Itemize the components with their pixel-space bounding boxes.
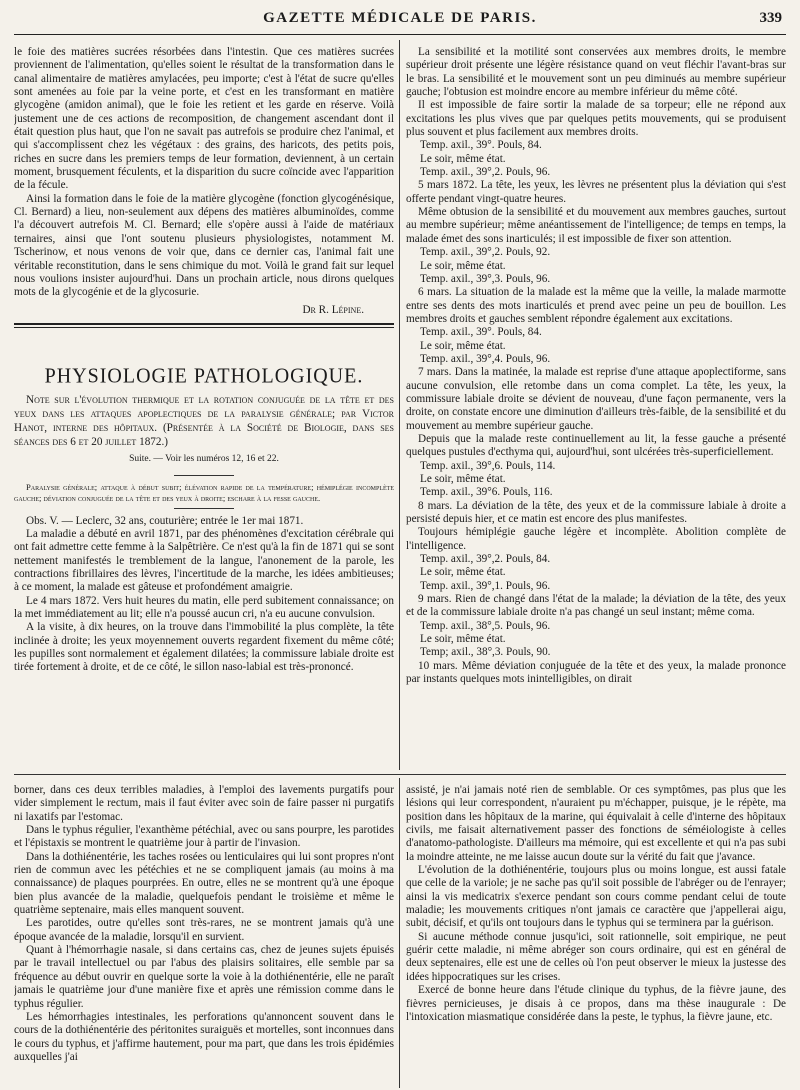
vitals-line: Temp. axil., 39°,3. Pouls, 96. <box>420 272 551 285</box>
observation-paragraph: 5 mars 1872. La tête, les yeux, les lèvres ne présentent plus la déviation qui s'est offerte pendant vingt-quatre heures. <box>406 179 786 205</box>
observation-paragraph: Depuis que la malade reste continuellement au lit, la fesse gauche a présenté quelques pustules d'ecthyma qui, aujourd'hui, sont ulcérées très-superficiellement. <box>406 432 786 459</box>
short-divider <box>174 508 234 509</box>
article-paragraph: assisté, je n'ai jamais noté rien de semblable. Or ces symptômes, pas plus que les lésions qui leur correspondent, n'auraient pu m'échapper, puisque, je le répète, ma position dans les hôpitaux de la marine, qui équivalait à celle d'interne des hôpitaux civils, me faisait alternativement passer des fonctions de séméiologiste à celles d'anatomo-pathologiste. D'ailleurs ma mémoire, qui est excellente et qui n'a pas subi la moindre atteinte, ne me laisse aucun doute sur la vérité du fait que j'avance. <box>406 784 786 863</box>
article-paragraph: Les parotides, outre qu'elles sont très-rares, ne se montrent jamais qu'à une époque avancée de la maladie, lorsqu'il en survient. <box>14 917 394 943</box>
case-paragraph: Obs. V. — Leclerc, 32 ans, couturière; entrée le 1er mai 1871. <box>26 514 304 527</box>
observation-paragraph: 7 mars. Dans la matinée, la malade est reprise d'une attaque apoplectiforme, sans aucune convulsion, elle retombe dans un coma complet. La tête, les yeux, la commissure labiale droite se dévient de nouveau, d'une façon permanente, vers la droite, on constate encore une diminution d'ailleurs très-faible, de la sensibilité et du mouvement au membre supérieur gauche. <box>406 366 786 432</box>
case-paragraph: La maladie a débuté en avril 1871, par des phénomènes d'excitation cérébrale qui ont fait admettre cette femme à la Salpêtrière. Ce n'est qu'à la fin de 1871 qui se sont nettement manifestés le tremblement de la langue, l'anonement de la parole, les contractions fibrillaires des lèvres, l'incertitude de la marche, les idées ambitieuses; à ce moment, la malade est gâteuse et profondément amaigrie. <box>14 528 394 594</box>
observation-paragraph: 9 mars. Rien de changé dans l'état de la malade; la déviation de la tête, des yeux et de la commissure labiale droite n'a pas changé un seul instant; même coma. <box>406 593 786 619</box>
vitals-line: Le soir, même état. <box>420 259 506 272</box>
vitals-line: Le soir, même état. <box>420 633 506 646</box>
vitals-line: Temp. axil., 39°,1. Pouls, 96. <box>420 579 551 592</box>
case-paragraph: A la visite, à dix heures, on la trouve dans l'immobilité la plus complète, la tête inclinée à droite; les yeux moyennement ouverts regardent fixement du même côté; les pupilles sont normalement et également dilatées; la commissure labiale droite est tirée fortement à droite, et de ce côté, le sillon naso-labial est très-prononcé. <box>14 621 394 674</box>
vitals-line: Le soir, même état. <box>420 152 506 165</box>
case-summary: Paralysie générale; attaque à début subit; élévation rapide de la température; hémiplégie incomplète gauche; déviation conjuguée de la tête et des yeux à droite; eschare à la fesse gauche. <box>14 481 394 503</box>
article-paragraph: Exercé de bonne heure dans l'étude clinique du typhus, de la fièvre jaune, des fièvres pernicieuses, je disais à ce propos, dans ma thèse inaugurale : De l'intoxication miasmatique considérée dans la peste, le typhus, la fièvre jaune, etc. <box>406 984 786 1023</box>
article-paragraph: Quant à l'hémorrhagie nasale, si dans certains cas, chez de jeunes sujets épuisés par le travail intellectuel ou par l'abus des plaisirs solitaires, elle semble par sa fréquence au début ouvrir en quelque sorte la voie à la dothiénentérie, elle ne paraît jamais le quatrième jour d'une manière fixe et après une rémission comme dans le typhus régulier. <box>14 944 394 1010</box>
vitals-line: Le soir, même état. <box>420 339 506 352</box>
article-paragraph: Les hémorrhagies intestinales, les perforations qu'annoncent souvent dans le cours de la dothiénentérie des péritonites suraiguës et mortelles, sont inconnues dans le cours du typhus, et j'affirme hautement, pour ma part, que dans les trois épidémies auxquelles j'ai <box>14 1010 394 1063</box>
observation-paragraph: 6 mars. La situation de la malade est la même que la veille, la malade marmotte entre ses dents des mots inarticulés et prend avec peine un peu de bouillon. Les membres droits et gauches semblent répondre également aux excitations. <box>406 286 786 325</box>
journal-title: GAZETTE MÉDICALE DE PARIS. <box>263 10 537 26</box>
page-header <box>14 8 786 35</box>
author-signature: Dr R. Lépine. <box>302 303 364 316</box>
article-physiologie-pathologique <box>14 366 394 768</box>
section-heading: PHYSIOLOGIE PATHOLOGIQUE. <box>44 366 364 388</box>
article-typhus-right <box>406 784 786 1086</box>
observation-paragraph: Il est impossible de faire sortir la malade de sa torpeur; elle ne répond aux excitations les plus vives que par quelques petits mouvements, qui se produisent plus souvent et plus facilement aux membres droits. <box>406 99 786 139</box>
short-divider <box>174 475 234 476</box>
article-paragraph: Si aucune méthode connue jusqu'ici, soit rationnelle, soit empirique, ne peut guérir cette maladie, ni même abréger son cours ordinaire, qui est en général de deux septenaires, elle est une de celles où l'on peut observer le mieux la justesse des idées hippocratiques sur les crises. <box>406 930 786 983</box>
series-continuation-note: Suite. — Voir les numéros 12, 16 et 22. <box>129 454 279 465</box>
column-divider-bottom <box>399 778 400 1088</box>
vitals-line: Le soir, même état. <box>420 473 506 485</box>
article-paragraph: Dans la dothiénentérie, les taches rosées ou lenticulaires qui lui sont propres n'ont rien de commun avec les pétéchies et ne se compliquent jamais (au moins à ma connaissance) de plaques pourprées. En outre, elles ne se montrent qu'à une époque bien plus avancée de la maladie, quelquefois pendant le troisième et même le quatrième septenaire, mais elles manquent souvent. <box>14 850 394 917</box>
article-separator <box>14 323 394 328</box>
vitals-line: Temp. axil., 39°. Pouls, 84. <box>420 139 542 152</box>
vitals-line: Le soir, même état. <box>420 566 506 579</box>
section-divider <box>14 774 786 775</box>
vitals-line: Temp. axil., 39°,6. Pouls, 114. <box>420 459 556 472</box>
article-note-title: Note sur l'évolution thermique et la rotation conjuguée de la tête et des yeux dans les attaques apoplectiques de la paralysie générale; par Victor Hanot, interne des hôpitaux. (Présentée à la Société de Biologie, dans ses séances des 6 et 20 juillet 1872.) <box>14 394 394 449</box>
vitals-line: Temp. axil., 38°,5. Pouls, 96. <box>420 619 551 632</box>
vitals-line: Temp. axil., 39°,2. Pouls, 92. <box>420 246 551 259</box>
observation-paragraph: 10 mars. Même déviation conjuguée de la tête et des yeux, la malade prononce par instants quelques mots inintelligibles, on dirait <box>406 659 786 686</box>
article-paragraph: le foie des matières sucrées résorbées dans l'intestin. Que ces matières sucrées proviennent de l'alimentation, qu'elles soient le résultat de la transformation dans le canal alimentaire de matières amylacées, peu importe; c'est à l'état de sucre qu'elles sont amenées au foie par la veine porte, et c'est en les transformant en matière glycogène (amidon animal), que le foie les retient et les garde en réserve. Voilà justement une de ces actions de recomposition, de changement ascendant dont il était question plus haut, que l'on ne savait pas autrefois se produire chez l'animal, et qui s'accomplissent chez les végétaux : des grains, des haricots, des petits pois, riches en sucre dans les premiers temps de leur formation, deviennent, à un certain moment, brusquement féculents, et la disparition du sucre coïncide avec l'apparition de la fécule. <box>14 46 394 192</box>
observation-paragraph: Toujours hémiplégie gauche légère et incomplète. Abolition complète de l'intelligence. <box>406 526 786 552</box>
article-paragraph: L'évolution de la dothiénentérie, toujours plus ou moins longue, est aussi fatale que celle de la variole; je ne sache pas qu'il soit possible de l'abréger ou de l'enrayer; ainsi la vis medicatrix s'exerce pendant son cours comme pendant celui de toute maladie; les mouvements critiques n'ont jamais ce caractère que j'appellerai aigu, subit, décisif, et qu'ils ont toujours dans le typhus qui se terminera par la guérison. <box>406 864 786 930</box>
article-glycogen-continuation <box>14 46 394 364</box>
article-paragraph: Dans le typhus régulier, l'exanthème pétéchial, avec ou sans pourpre, les parotides et l'épistaxis se montrent le quatrième jour à partir de l'invasion. <box>14 824 394 850</box>
page-number: 339 <box>759 10 782 26</box>
vitals-line: Temp. axil., 39°,4. Pouls, 96. <box>420 352 551 365</box>
vitals-line: Temp; axil., 38°,3. Pouls, 90. <box>420 646 551 659</box>
article-paragraph: borner, dans ces deux terribles maladies, à l'emploi des lavements purgatifs pour vider simplement le rectum, mais il faut éviter avec soin de faire passer ni purgatifs ni laxatifs par l'estomac. <box>14 784 394 823</box>
article-paragraph: Ainsi la formation dans le foie de la matière glycogène (fonction glycogénésique, Cl. Bernard) a lieu, non-seulement aux dépens des matières albuminoïdes, comme l'a découvert autrefois M. Cl. Bernard; elle s'opère aussi à l'aide de matériaux ternaires, ainsi que l'ont soutenu plusieurs physiologistes, notamment M. Tscherinow, et nous venons de voir que, dans ce dernier cas, l'animal fait une véritable reconstitution, dans le sens chimique du mot. Voilà le grand fait sur lequel nous voulions insister aujourd'hui. Dans un prochain article, nous dirons quelques mots de la glycogénie et de la glycosurie. <box>14 192 394 299</box>
column-divider-top <box>399 40 400 770</box>
vitals-line: Temp. axil., 39°. Pouls, 84. <box>420 326 542 339</box>
observation-paragraph: 8 mars. La déviation de la tête, des yeux et de la commissure labiale à droite a persisté depuis hier, et ce matin est encore des plus manifestes. <box>406 499 786 526</box>
case-observations-column <box>406 46 786 766</box>
observation-paragraph: Même obtusion de la sensibilité et du mouvement aux membres gauches, surtout au membre supérieur; même anéantissement de l'intelligence; de temps en temps, la malade émet des sons inarticulés; il est impossible de fixer son attention. <box>406 206 786 245</box>
observation-paragraph: La sensibilité et la motilité sont conservées aux membres droits, le membre supérieur droit présente une légère résistance quand on veut fléchir l'avant-bras sur le bras. La sensibilité et le mouvement sont un peu diminués au membre supérieur gauche; l'obtusion est moindre encore au membre inférieur du même côté. <box>406 46 786 99</box>
article-typhus-left <box>14 784 394 1086</box>
case-paragraph: Le 4 mars 1872. Vers huit heures du matin, elle perd subitement connaissance; on la met immédiatement au lit; elle n'a poussé aucun cri, n'a eu aucune convulsion. <box>14 594 394 621</box>
vitals-line: Temp. axil., 39°,2. Pouls, 84. <box>420 553 551 566</box>
vitals-line: Temp. axil., 39°,2. Pouls, 96. <box>420 166 551 179</box>
vitals-line: Temp. axil., 39°6. Pouls, 116. <box>420 486 553 499</box>
